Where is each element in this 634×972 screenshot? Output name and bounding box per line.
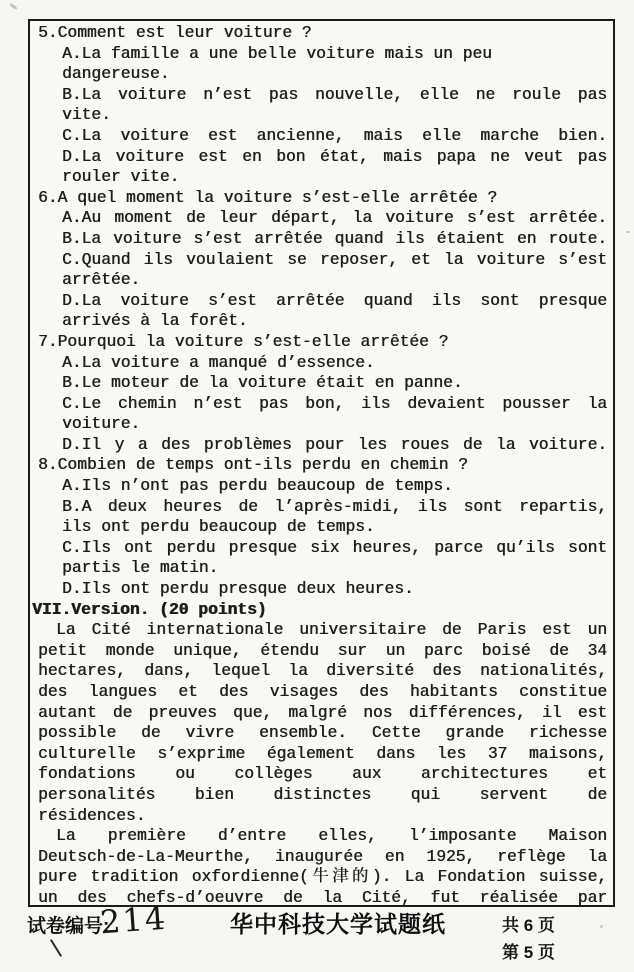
paragraph-first-line: La Cité internationale universitaire de Paris est un (56, 620, 607, 640)
option-line: rouler vite. (62, 167, 180, 187)
paragraph-line: pure tradition oxfordienne(牛津的). La Fondation suisse, (38, 867, 607, 887)
option-line: ils ont perdu beaucoup de temps. (62, 517, 375, 537)
option-line: A.La voiture a manqué d’essence. (62, 352, 375, 372)
option-line: C.La voiture est ancienne, mais elle marche bien. (62, 125, 607, 145)
option-line: dangereuse. (62, 64, 170, 84)
paragraph-line: des langues et des visages des habitants constitue (38, 682, 607, 701)
total-pages: 共 6 页 (502, 916, 555, 935)
paragraph-line: fondations ou collèges aux architectures et (38, 764, 607, 784)
option-line: A.Au moment de leur départ, la voiture s’est arrêtée. (62, 208, 607, 228)
question-line: 5.Comment est leur voiture ? (38, 23, 312, 42)
paragraph-line: autant de preuves que, malgré nos différences, il est (38, 702, 607, 722)
exam-number-label: 试卷编号: (27, 916, 110, 937)
question-line: 6.A quel moment la voiture s’est-elle arrêtée ? (38, 187, 498, 207)
paragraph-line: résidences. (38, 805, 146, 825)
option-line: arrivés à la forêt. (62, 311, 248, 331)
handwritten-stray-stroke (50, 939, 62, 957)
paper-title: 华中科技大学试题纸 (230, 911, 446, 937)
option-line: vite. (62, 105, 111, 125)
page-footer (0, 898, 634, 972)
question-line: 7.Pourquoi la voiture s’est-elle arrêtée ? (38, 331, 449, 351)
paragraph-first-line: La première d’entre elles, l’imposante Maison (56, 826, 607, 846)
paragraph-line: un des chefs-d’oeuvre de la Cité, fut réalisée par (38, 887, 607, 907)
scan-speckle (9, 3, 18, 11)
scan-speckle (600, 925, 603, 928)
page-numbers (502, 912, 555, 966)
option-line: D.La voiture s’est arrêtée quand ils sont presque (62, 290, 607, 310)
option-line: partis le matin. (62, 558, 219, 578)
option-line: B.La voiture n’est pas nouvelle, elle ne roule pas (62, 84, 607, 104)
paragraph-line: hectares, dans, lequel la diversité des nationalités, (38, 661, 607, 681)
option-line: arrêtée. (62, 270, 141, 290)
paragraph-line: culturelle s’exprime également dans les 37 maisons, (38, 743, 607, 763)
paragraph-line: possible de vivre ensemble. Cette grande richesse (38, 723, 607, 743)
option-line: B.A deux heures de l’après-midi, ils sont repartis, (62, 496, 607, 516)
option-line: A.La famille a une belle voiture mais un peu (62, 43, 492, 63)
exam-content-box (28, 19, 615, 907)
option-line: C.Quand ils voulaient se reposer, et la voiture s’est (62, 249, 607, 269)
paragraph-line: personalités bien distinctes qui servent de (38, 784, 607, 804)
paragraph-line: petit monde unique, étendu sur un parc boisé de 34 (38, 640, 607, 660)
question-line: 8.Combien de temps ont-ils perdu en chemin ? (38, 455, 468, 475)
option-line: C.Le chemin n’est pas bon, ils devaient pousser la (62, 393, 607, 413)
paragraph-line: Deutsch-de-La-Meurthe, inaugurée en 1925, reflège la (38, 846, 607, 866)
option-line: D.La voiture est en bon état, mais papa ne veut pas (62, 146, 607, 166)
handwritten-exam-number: 214 (98, 898, 169, 942)
option-line: voiture. (62, 414, 141, 434)
option-line: B.Le moteur de la voiture était en panne. (62, 373, 463, 393)
scan-speckle (626, 231, 630, 233)
option-line: A.Ils n’ont pas perdu beaucoup de temps. (62, 476, 453, 496)
section-heading: VII.Version. (20 points) (32, 599, 267, 619)
option-line: D.Il y a des problèmes pour les roues de la voiture. (62, 434, 607, 454)
exam-text-lines (32, 23, 607, 907)
option-line: C.Ils ont perdu presque six heures, parce qu’ils sont (62, 537, 607, 557)
option-line: D.Ils ont perdu presque deux heures. (62, 579, 414, 599)
current-page: 第 5 页 (502, 943, 555, 962)
option-line: B.La voiture s’est arrêtée quand ils étaient en route. (62, 228, 607, 248)
